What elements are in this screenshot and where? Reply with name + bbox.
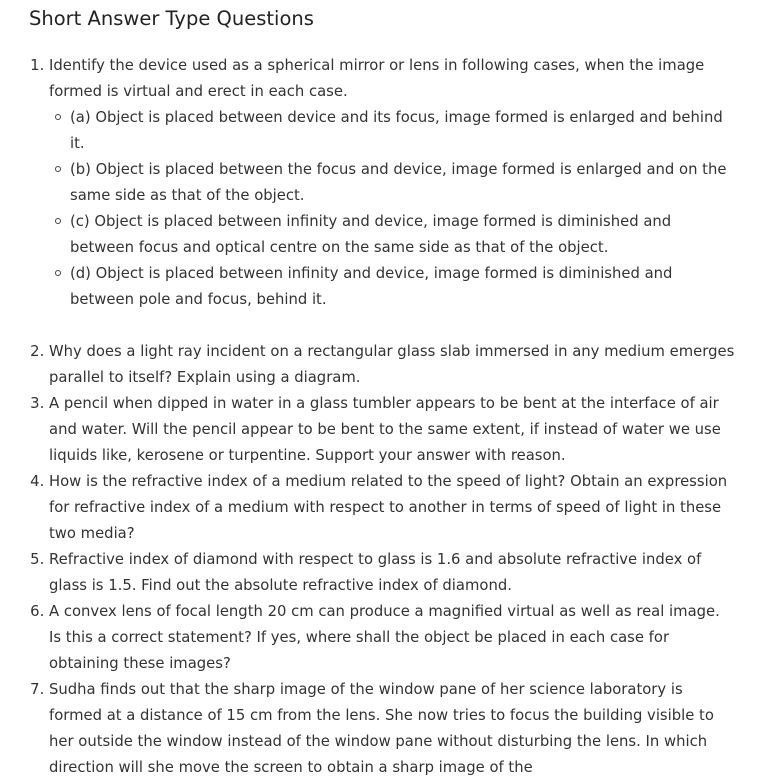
subpart-item-c xyxy=(70,209,735,261)
question-item-4 xyxy=(49,469,735,547)
question-text: Sudha finds out that the sharp image of the window pane of her science laboratory is formed at a distance of 15 cm from the lens. She now tries to focus the building visible to her outside the window instead of the window pane without disturbing the lens. In which direction will she move the screen to obtain a sharp image of the xyxy=(49,681,714,776)
subpart-text: (c) Object is placed between infinity and device, image formed is diminished and between focus and optical centre on the same side as that of the object. xyxy=(70,213,672,256)
circle-bullet-icon xyxy=(55,218,61,224)
subpart-text: (d) Object is placed between infinity and device, image formed is diminished and between pole and focus, behind it. xyxy=(70,265,673,308)
question-text: A pencil when dipped in water in a glass tumbler appears to be bent at the interface of air and water. Will the pencil appear to be bent to the same extent, if instead of water we use liquids like, kerosene or turpentine. Support your answer with reason. xyxy=(49,395,721,464)
question-item-2 xyxy=(49,339,735,391)
question-text: Identify the device used as a spherical mirror or lens in following cases, when the image formed is virtual and erect in each case. xyxy=(49,57,705,100)
question-text: Why does a light ray incident on a rectangular glass slab immersed in any medium emerges parallel to itself? Explain using a diagram. xyxy=(49,343,735,386)
circle-bullet-icon xyxy=(55,270,61,276)
question-item-7 xyxy=(49,677,735,780)
circle-bullet-icon xyxy=(55,166,61,172)
question-text: Refractive index of diamond with respect to glass is 1.6 and absolute refractive index of glass is 1.5. Find out the absolute refractive index of diamond. xyxy=(49,551,702,594)
subpart-item-b xyxy=(70,157,735,209)
question-text: How is the refractive index of a medium related to the speed of light? Obtain an expression for refractive index of a medium with respect to another in terms of speed of light in these two media? xyxy=(49,473,728,542)
circle-bullet-icon xyxy=(55,114,61,120)
subpart-list xyxy=(49,105,735,313)
subpart-text: (b) Object is placed between the focus and device, image formed is enlarged and on the same side as that of the object. xyxy=(70,161,727,204)
question-item-3 xyxy=(49,391,735,469)
question-item-5 xyxy=(49,547,735,599)
subpart-text: (a) Object is placed between device and its focus, image formed is enlarged and behind it. xyxy=(70,109,723,152)
subpart-item-a xyxy=(70,105,735,157)
section-heading: Short Answer Type Questions xyxy=(29,7,314,30)
question-list xyxy=(0,53,735,780)
subpart-item-d xyxy=(70,261,735,313)
question-item-1 xyxy=(49,53,735,313)
question-item-6 xyxy=(49,599,735,677)
question-text: A convex lens of focal length 20 cm can produce a magnified virtual as well as real image. Is this a correct statement? If yes, where shall the object be placed in each case for obtaining these images? xyxy=(49,603,720,672)
